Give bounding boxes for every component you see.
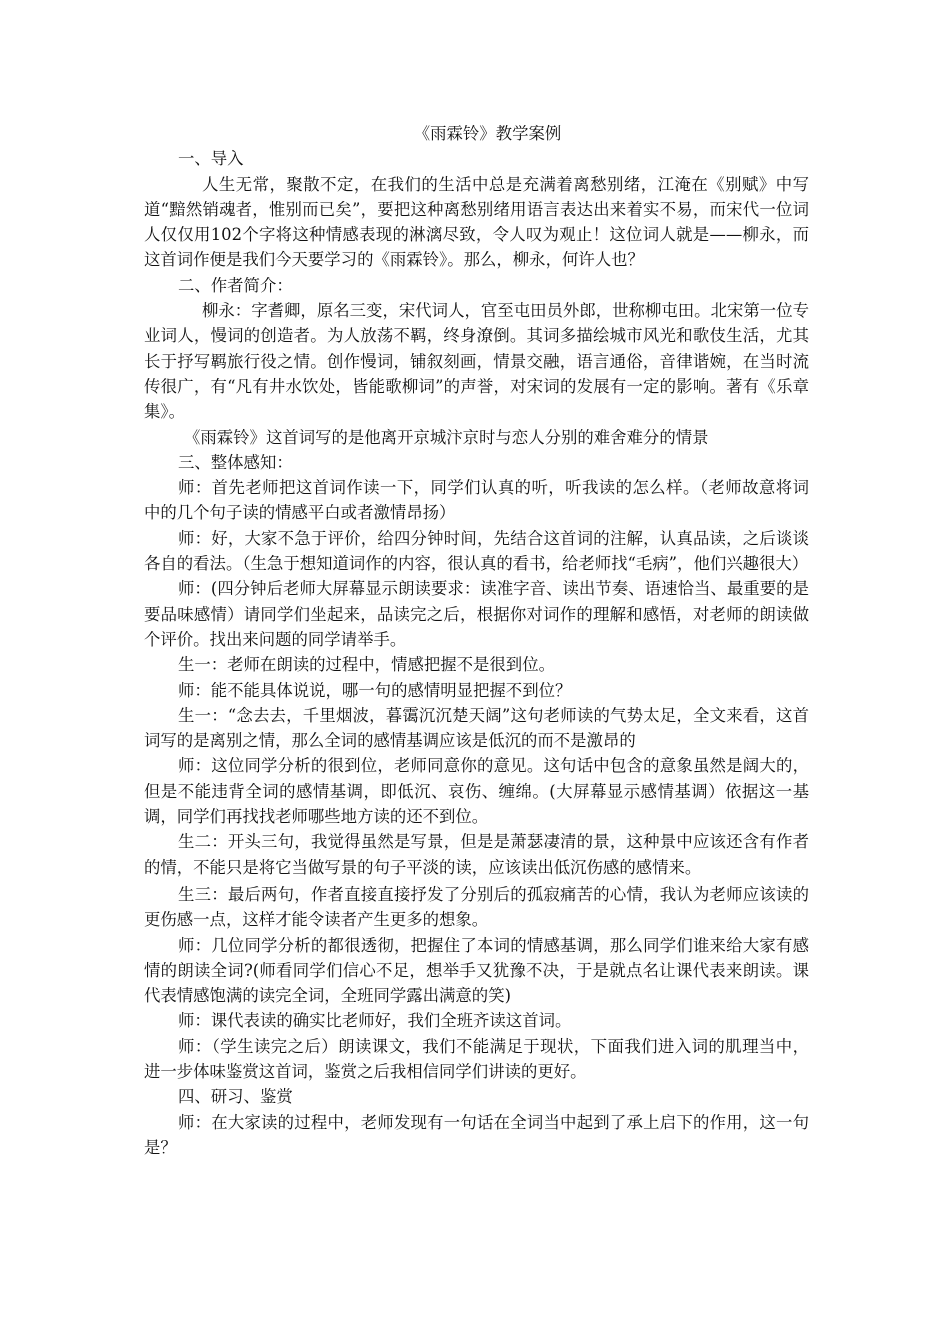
- paragraph: 生一：老师在朗读的过程中，情感把握不是很到位。: [178, 655, 555, 675]
- paragraph-list: [144, 146, 809, 1160]
- paragraph: 师：(四分钟后老师大屏幕显示朗读要求：读准字音、读出节奏、语速恰当、最重要的是要品味感情）请同学们坐起来，品读完之后，根据你对词作的理解和感悟，对老师的朗读做个评价。找出来问题的同学请举手。: [144, 579, 809, 649]
- section-heading: 一、导入: [178, 149, 244, 169]
- paragraph: 生二：开头三句，我觉得虽然是写景，但是是萧瑟凄清的景，这种景中应该还含有作者的情，不能只是将它当做写景的句子平淡的读，应该读出低沉伤感的感情来。: [144, 832, 809, 877]
- paragraph: 师：好，大家不急于评价，给四分钟时间，先结合这首词的注解，认真品读，之后谈谈各自的看法。（生急于想知道词作的内容，很认真的看书，给老师找“毛病”，他们兴趣很大）: [144, 528, 809, 574]
- paragraph: 生一：“念去去，千里烟波，暮霭沉沉楚天阔”这句老师读的气势太足，全文来看，这首词写的是离别之情，那么全词的感情基调应该是低沉的而不是激昂的: [144, 705, 809, 751]
- paragraph: 师：能不能具体说说，哪一句的感情明显把握不到位？: [178, 680, 572, 700]
- paragraph: 师：首先老师把这首词作读一下，同学们认真的听，听我读的怎么样。（老师故意将词中的几个句子读的情感平白或者激情昂扬）: [144, 478, 809, 523]
- paragraph: 师：在大家读的过程中，老师发现有一句话在全词当中起到了承上启下的作用，这一句是？: [144, 1112, 809, 1157]
- document-title: 《雨霖铃》教学案例: [413, 124, 562, 143]
- paragraph: 师：课代表读的确实比老师好，我们全班齐读这首词。: [178, 1011, 572, 1031]
- section-heading: 三、整体感知：: [178, 452, 293, 472]
- paragraph: 师：这位同学分析的很到位，老师同意你的意见。这句话中包含的意象虽然是阔大的，但是不能违背全词的感情基调，即低沉、哀伤、缠绵。(大屏幕显示感情基调）依据这一基调，同学们再找找老师哪些地方读的还不到位。: [144, 756, 809, 827]
- paragraph: 人生无常，聚散不定，在我们的生活中总是充满着离愁别绪，江淹在《别赋》中写道“黯然销魂者，惟别而已矣”，要把这种离愁别绪用语言表达出来着实不易，而宋代一位词人仅仅用102个字将这种情感表现的淋漓尽致，令人叹为观止！这位词人就是——柳永，而这首词作便是我们今天要学习的《雨霖铃》。那么，柳永，何许人也？: [144, 174, 809, 270]
- paragraph: 师：几位同学分析的都很透彻，把握住了本词的情感基调，那么同学们谁来给大家有感情的朗读全词?(师看同学们信心不足，想举手又犹豫不决，于是就点名让课代表来朗读。课代表情感饱满的读完全词，全班同学露出满意的笑): [144, 935, 809, 1006]
- section-heading: 四、研习、鉴赏: [178, 1087, 293, 1107]
- paragraph: 师：（学生读完之后）朗读课文，我们不能满足于现状，下面我们进入词的肌理当中，进一步体味鉴赏这首词，鉴赏之后我相信同学们讲读的更好。: [144, 1036, 809, 1081]
- section-heading: 二、作者简介：: [178, 275, 293, 295]
- document-body: [144, 121, 809, 1160]
- paragraph: 柳永：字耆卿，原名三变，宋代词人，官至屯田员外郎，世称柳屯田。北宋第一位专业词人，慢词的创造者。为人放荡不羁，终身潦倒。其词多描绘城市风光和歌伎生活，尤其长于抒写羁旅行役之情。创作慢词，铺叙刻画，情景交融，语言通俗，音律谐婉，在当时流传很广，有“凡有井水饮处，皆能歌柳词”的声誉，对宋词的发展有一定的影响。著有《乐章集》。: [144, 301, 809, 422]
- paragraph: 《雨霖铃》这首词写的是他离开京城汴京时与恋人分别的难舍难分的情景: [184, 427, 709, 447]
- paragraph: 生三：最后两句，作者直接直接抒发了分别后的孤寂痛苦的心情，我认为老师应该读的更伤感一点，这样才能令读者产生更多的想象。: [144, 884, 809, 930]
